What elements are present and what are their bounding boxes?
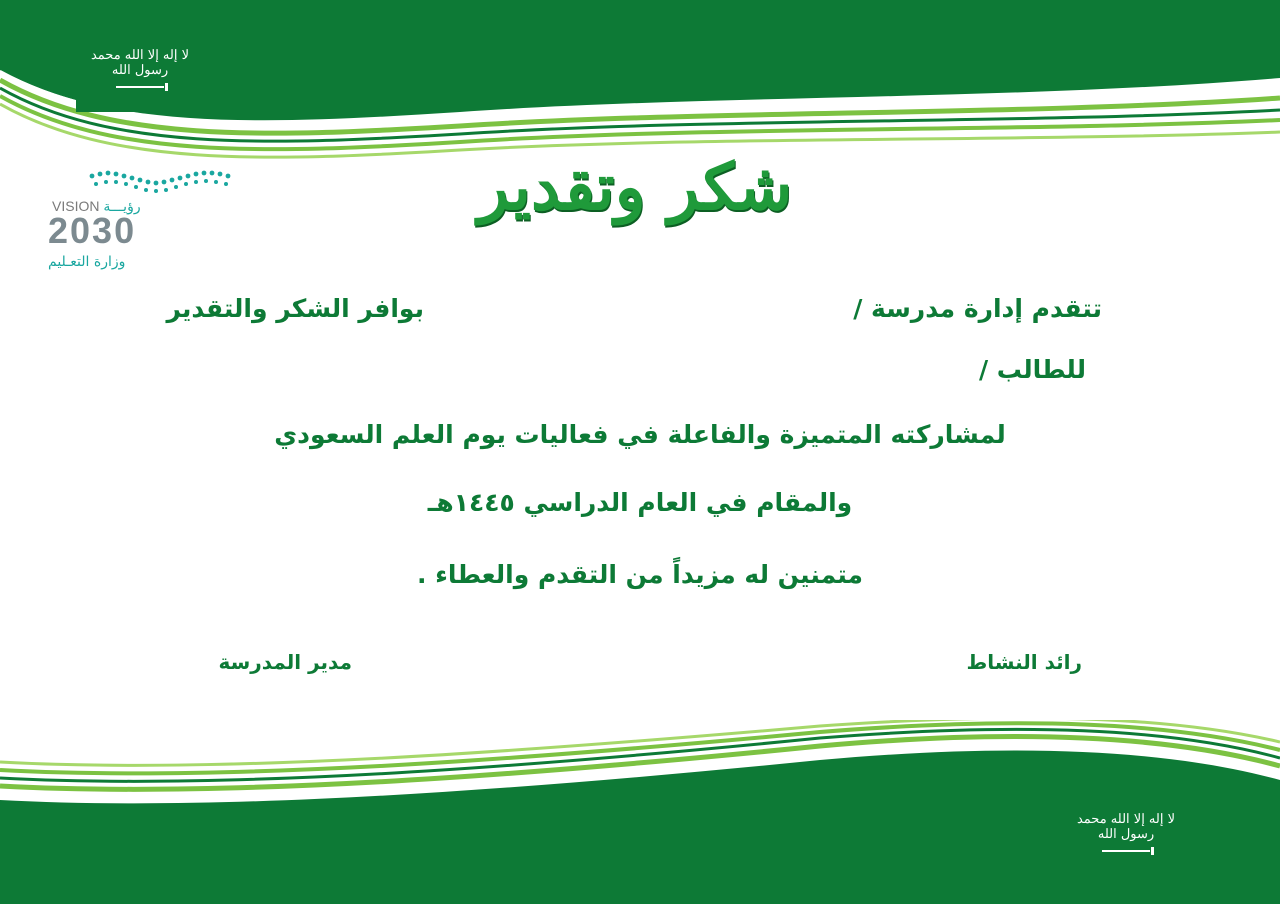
ministry-name: وزارة التعـليم: [48, 254, 126, 270]
wishes-line: متمنين له مزيداً من التقدم والعطاء .: [416, 560, 864, 589]
vision-word-en: VISION: [52, 198, 100, 214]
vision-year: 2030: [48, 210, 137, 251]
participation-line: لمشاركته المتميزة والفاعلة في فعاليات يوم العلم السعودي: [274, 420, 1006, 449]
event-year-line: والمقام في العام الدراسي ١٤٤٥هـ: [427, 488, 853, 517]
flag-sword-icon: [1102, 850, 1150, 852]
activity-leader-signature: رائد النشاط: [966, 650, 1082, 674]
vision-2030-logo: [46, 168, 166, 272]
flag-sword-icon: [116, 86, 164, 88]
vision-dots-icon: [86, 168, 246, 198]
principal-signature: مدير المدرسة: [218, 650, 352, 674]
flag-shahada-script: لا إله إلا الله محمد رسول الله: [1076, 812, 1176, 842]
saudi-flag-top: [76, 26, 204, 112]
flag-shahada-script: لا إله إلا الله محمد رسول الله: [90, 48, 190, 78]
vision-word-ar: رؤيـــة: [103, 198, 141, 214]
intro-school-line: تتقدم إدارة مدرسة /: [853, 294, 1102, 323]
saudi-flag-bottom: [1062, 790, 1190, 876]
certificate-heading: شكر وتقدير: [477, 150, 793, 225]
student-line: للطالب /: [978, 355, 1086, 384]
intro-thanks-line: بوافر الشكر والتقدير: [166, 294, 424, 323]
